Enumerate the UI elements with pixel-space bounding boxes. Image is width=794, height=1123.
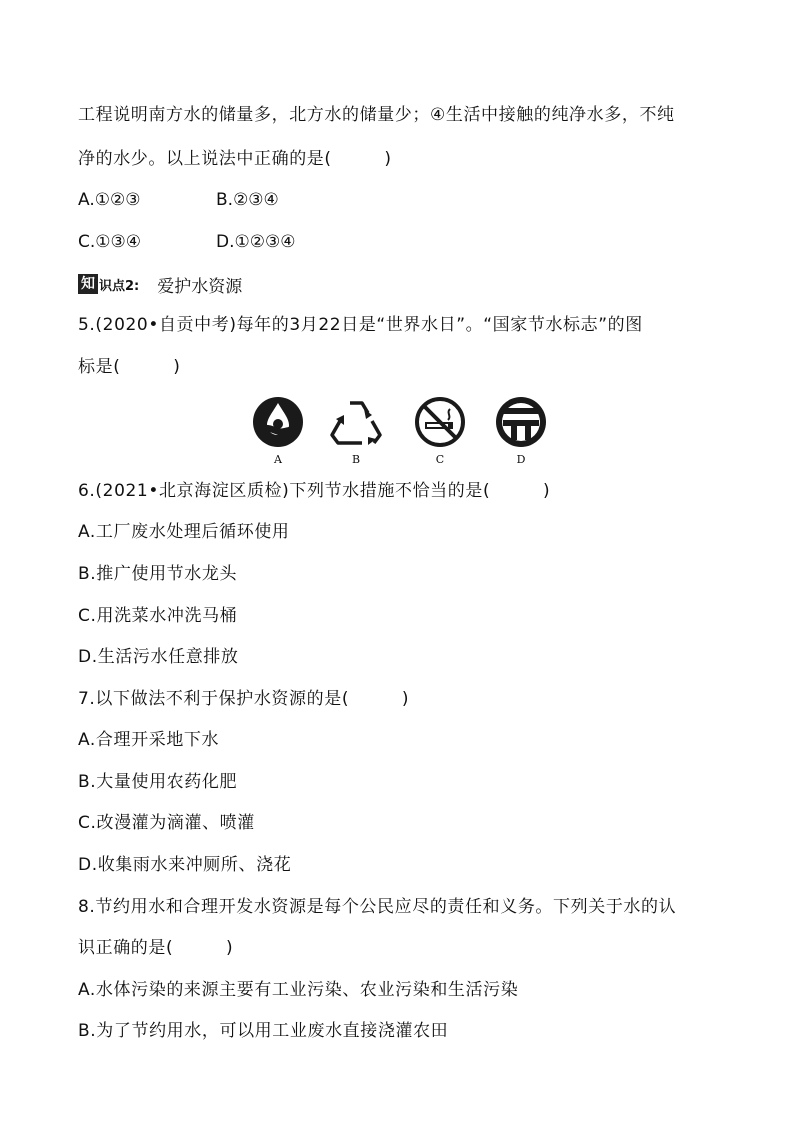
q6-option-d: D.生活污水任意排放 bbox=[78, 647, 239, 667]
q4-option-b: B.②③④ bbox=[216, 190, 279, 210]
q7-stem: 7.以下做法不利于保护水资源的是( ) bbox=[78, 689, 410, 709]
knowledge-point-badge-label: 识点2: bbox=[99, 278, 140, 294]
q5-icon-label-b: B bbox=[351, 453, 361, 466]
q8-text-line-2: 识正确的是( ) bbox=[78, 938, 234, 958]
no-smoking-icon bbox=[412, 395, 468, 449]
q7-option-b: B.大量使用农药化肥 bbox=[78, 772, 238, 792]
q8-option-b: B.为了节约用水，可以用工业废水直接浇灌农田 bbox=[78, 1021, 449, 1041]
q4-option-d: D.①②③④ bbox=[216, 232, 296, 252]
q4-option-a: A.①②③ bbox=[78, 190, 141, 210]
knowledge-point-badge bbox=[78, 274, 139, 294]
q5-icon-option-c bbox=[412, 395, 468, 466]
q8-option-a: A.水体污染的来源主要有工业污染、农业污染和生活污染 bbox=[78, 980, 519, 1000]
q4-text-line-2: 净的水少。以上说法中正确的是( ) bbox=[78, 149, 392, 169]
q7-option-d: D.收集雨水来冲厕所、浇花 bbox=[78, 855, 292, 875]
q5-icon-options bbox=[250, 395, 550, 465]
q4-options-row-2 bbox=[78, 231, 296, 253]
water-drop-emblem-icon bbox=[250, 395, 306, 449]
knowledge-point-title: 爱护水资源 bbox=[157, 276, 243, 297]
q8-text-line-1: 8.节约用水和合理开发水资源是每个公民应尽的责任和义务。下列关于水的认 bbox=[78, 897, 677, 917]
q5-text-line-2: 标是( ) bbox=[78, 357, 181, 377]
q5-icon-label-a: A bbox=[274, 453, 282, 466]
q4-text-line-1: 工程说明南方水的储量多，北方水的储量少；④生活中接触的纯净水多，不纯 bbox=[78, 105, 675, 125]
knowledge-point-heading bbox=[78, 272, 242, 296]
q5-icon-label-d: D bbox=[516, 453, 526, 466]
q4-options-row-1 bbox=[78, 189, 279, 211]
q4-option-c: C.①③④ bbox=[78, 232, 141, 252]
circle-emblem-icon bbox=[493, 395, 549, 449]
recycle-triangle-icon bbox=[328, 395, 384, 449]
q6-option-c: C.用洗菜水冲洗马桶 bbox=[78, 606, 238, 626]
q6-stem: 6.(2021•北京海淀区质检)下列节水措施不恰当的是( ) bbox=[78, 481, 551, 501]
q6-option-b: B.推广使用节水龙头 bbox=[78, 564, 238, 584]
q5-icon-option-d bbox=[493, 395, 549, 466]
q6-option-a: A.工厂废水处理后循环使用 bbox=[78, 522, 290, 542]
q5-icon-option-b bbox=[328, 395, 384, 466]
q7-option-c: C.改漫灌为滴灌、喷灌 bbox=[78, 813, 255, 833]
knowledge-point-badge-char: 知 bbox=[78, 274, 98, 294]
q5-text-line-1: 5.(2020•自贡中考)每年的3月22日是“世界水日”。“国家节水标志”的图 bbox=[78, 315, 643, 335]
q5-icon-label-c: C bbox=[435, 453, 445, 466]
q5-icon-option-a bbox=[250, 395, 306, 466]
q7-option-a: A.合理开采地下水 bbox=[78, 730, 220, 750]
